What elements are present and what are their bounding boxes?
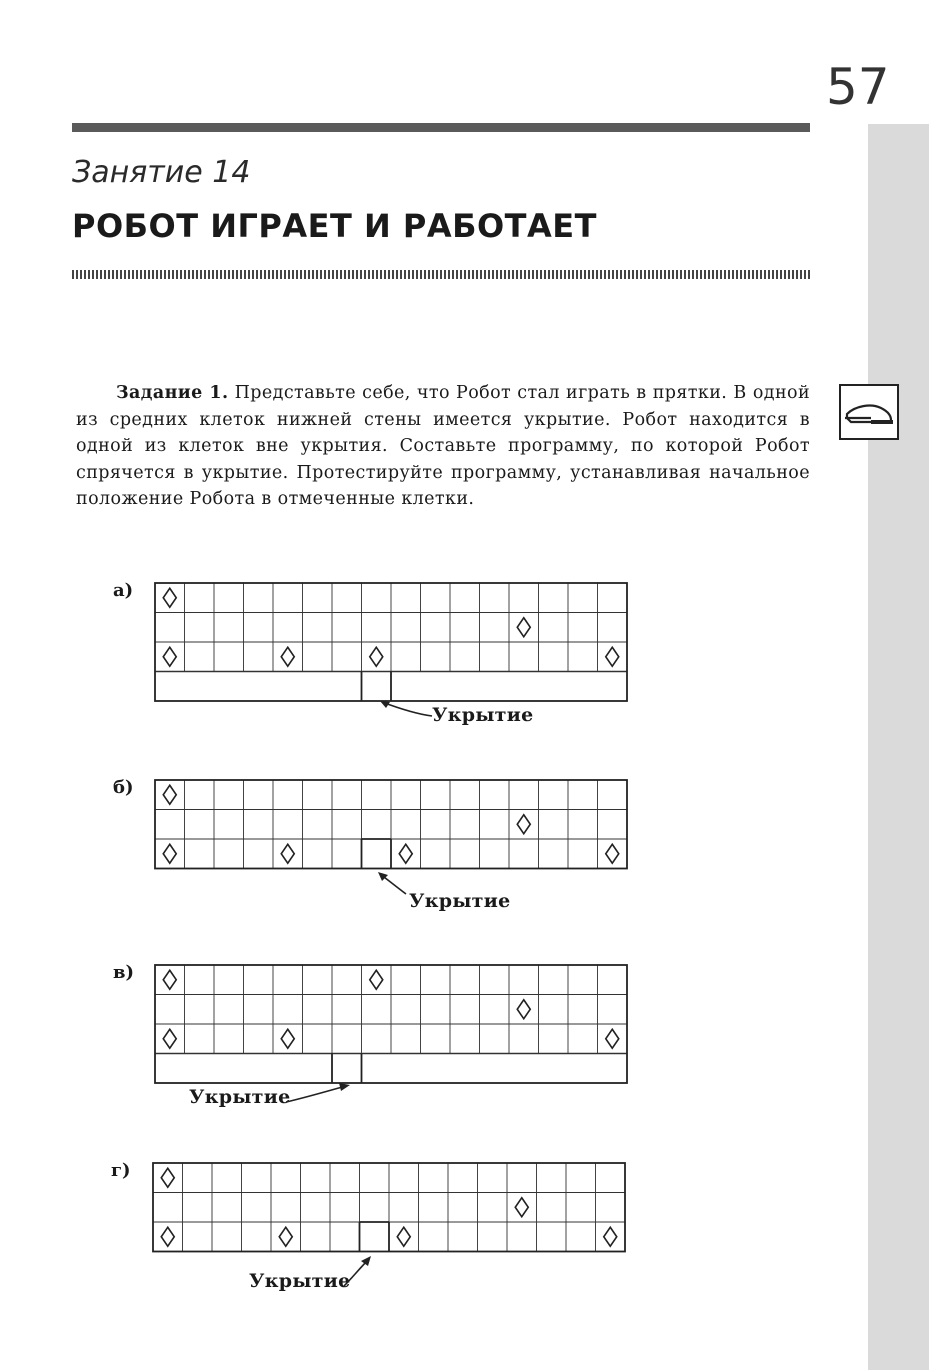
diamond-icon — [370, 970, 383, 989]
grid-b-letter: б) — [113, 777, 134, 798]
task-paragraph — [76, 380, 810, 513]
grid-b-shelter-arrow — [374, 870, 414, 900]
robot-mouse-icon-drawing — [841, 386, 897, 438]
grid-c-shelter-arrow — [284, 1080, 354, 1108]
top-divider — [72, 123, 810, 132]
diamond-icon — [281, 647, 294, 666]
diamond-icon — [517, 618, 530, 637]
grid-a-shelter-label: Укрытие — [432, 704, 534, 726]
diamond-icon — [161, 1168, 174, 1187]
grid-d-letter: г) — [111, 1160, 131, 1181]
diamond-icon — [517, 815, 530, 834]
grid-a-letter: а) — [113, 580, 134, 601]
grid-c-letter: в) — [113, 962, 135, 983]
diamond-icon — [163, 785, 176, 804]
hatched-divider — [72, 270, 810, 279]
grid-b-shelter-label: Укрытие — [409, 890, 511, 912]
grid-d-shelter-arrow — [340, 1252, 380, 1292]
diamond-icon — [606, 647, 619, 666]
diamond-icon — [163, 970, 176, 989]
diamond-icon — [163, 647, 176, 666]
page-number: 57 — [826, 58, 890, 116]
grid-c — [155, 965, 630, 1085]
diamond-icon — [397, 1227, 410, 1246]
grid-d — [153, 1163, 628, 1253]
diamond-icon — [279, 1227, 292, 1246]
diamond-icon — [517, 1000, 530, 1019]
diamond-icon — [281, 844, 294, 863]
diamond-icon — [161, 1227, 174, 1246]
diamond-icon — [515, 1198, 528, 1217]
diamond-icon — [604, 1227, 617, 1246]
diamond-icon — [163, 1029, 176, 1048]
grid-a — [155, 583, 630, 703]
diamond-icon — [399, 844, 412, 863]
diamond-icon — [606, 844, 619, 863]
task-text: Представьте себе, что Робот стал играть в прятки. В одной из средних клеток нижней стены имеется укрытие. Робот находится в одной из клеток вне укрытия. Составьте программу, по которой Робот спрячется в укрытие. Протестируйте программу, устанавливая начальное положение Робота в отмеченные клетки. — [76, 383, 811, 509]
lesson-label: Занятие 14 — [72, 155, 251, 190]
diamond-icon — [163, 844, 176, 863]
lesson-title: РОБОТ ИГРАЕТ И РАБОТАЕТ — [72, 207, 597, 245]
diamond-icon — [370, 647, 383, 666]
grid-c-shelter-label: Укрытие — [189, 1086, 291, 1108]
task-label: Задание 1. — [116, 383, 229, 403]
grid-b — [155, 780, 630, 870]
robot-mouse-icon — [839, 384, 899, 440]
side-tab-bar — [868, 124, 929, 1370]
diamond-icon — [606, 1029, 619, 1048]
grid-a-shelter-arrow — [376, 698, 436, 722]
grid-d-shelter-label: Укрытие — [249, 1270, 351, 1292]
diamond-icon — [281, 1029, 294, 1048]
diamond-icon — [163, 588, 176, 607]
